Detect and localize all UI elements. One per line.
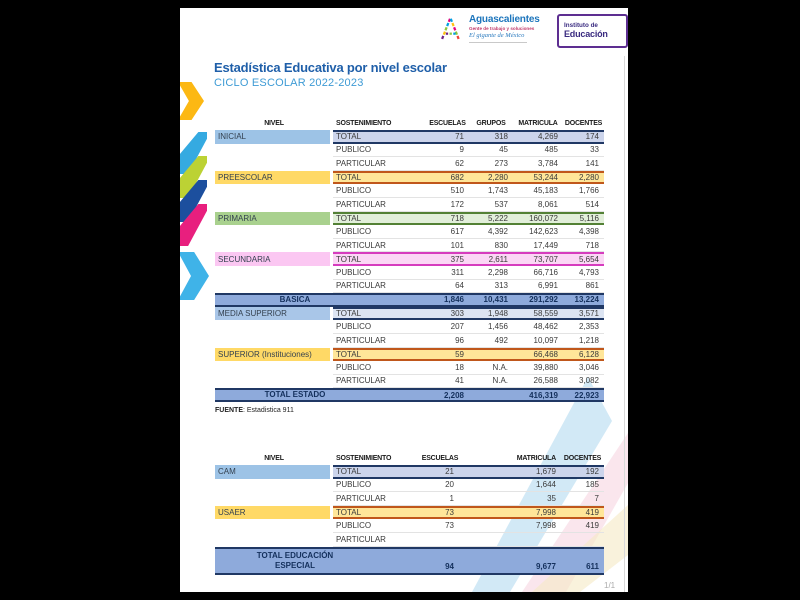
page-title: Estadística Educativa por nivel escolar [214, 60, 447, 75]
cell [215, 266, 330, 280]
cell: 53,244 [533, 173, 558, 183]
cell: 419 [585, 508, 599, 518]
data-band [333, 280, 604, 294]
cell: 96 [455, 335, 464, 345]
data-band [333, 144, 604, 158]
cell [215, 334, 330, 348]
table-header-row [215, 117, 604, 130]
cell: 5,116 [579, 213, 599, 223]
data-band [333, 157, 604, 171]
cell [215, 533, 330, 547]
cell [215, 280, 330, 294]
cell: PUBLICO [336, 226, 372, 236]
yellow-arrow-icon [180, 82, 204, 120]
cell: 21 [445, 467, 454, 477]
cell [215, 492, 330, 506]
cell: 62 [455, 158, 464, 168]
cell: NIVEL [264, 455, 284, 462]
cell: 172 [450, 199, 464, 209]
total-band [333, 130, 604, 144]
cell: 66,716 [533, 267, 558, 277]
cell: PUBLICO [336, 267, 372, 277]
level-label: SUPERIOR (Instituciones) [215, 348, 330, 362]
cell [215, 361, 330, 375]
data-band [333, 361, 604, 375]
cell: 8,061 [537, 199, 558, 209]
data-band [333, 184, 604, 198]
cell: 192 [585, 467, 599, 477]
cell: 3,784 [537, 158, 558, 168]
cell: 33 [590, 145, 599, 155]
table-row [215, 334, 604, 348]
cell: 5,222 [487, 213, 508, 223]
table-row [215, 375, 604, 389]
cell: ESCUELAS [421, 455, 459, 462]
page-number: 1/1 [604, 581, 616, 590]
table-row [215, 198, 604, 212]
cell: 13,224 [574, 295, 599, 305]
cell: 4,269 [537, 132, 558, 142]
cell: 273 [494, 158, 508, 168]
cell: PUBLICO [336, 362, 372, 372]
cell: 510 [450, 186, 464, 196]
brand-tagline: Gente de trabajo y soluciones [469, 25, 535, 31]
data-band [333, 492, 604, 506]
cell: 101 [450, 240, 464, 250]
data-band [333, 519, 604, 533]
cell: 142,623 [529, 226, 558, 236]
cell: PUBLICO [336, 521, 372, 531]
data-band [333, 479, 604, 493]
cell: 537 [494, 199, 508, 209]
summary-row [215, 547, 604, 575]
cell [421, 533, 459, 546]
level-label: INICIAL [215, 130, 330, 144]
cell: 4,398 [578, 226, 599, 236]
table-row [215, 348, 604, 362]
cell: 1,743 [487, 186, 508, 196]
cell: 4,392 [487, 226, 508, 236]
cell [375, 549, 421, 573]
total-band [333, 252, 604, 266]
cell: SOSTENIMIENTO [336, 455, 392, 462]
cell: 45 [499, 145, 508, 155]
cell [215, 519, 330, 533]
cell: 1,679 [535, 467, 556, 477]
table-row [215, 320, 604, 334]
brand-name: Aguascalientes [469, 14, 540, 25]
cell: PARTICULAR [336, 240, 386, 250]
table-row [215, 212, 604, 226]
level-label: PRIMARIA [215, 212, 330, 226]
statistics-table-special [215, 452, 604, 575]
cell: 1,644 [535, 480, 556, 490]
cell: N.A. [492, 376, 508, 386]
cell: 2,298 [487, 267, 508, 277]
cell: PARTICULAR [336, 281, 386, 291]
cell: 64 [455, 281, 464, 291]
level-label: SECUNDARIA [215, 252, 330, 266]
cell: 207 [450, 322, 464, 332]
source-label: FUENTE [215, 407, 243, 414]
title-block [214, 61, 447, 90]
cell: 7 [594, 493, 599, 503]
cell: TOTAL [336, 213, 362, 223]
statistics-table-basic [215, 117, 604, 402]
cell: 185 [585, 480, 599, 490]
cell: 682 [450, 173, 464, 183]
cell: 718 [585, 240, 599, 250]
cell: 485 [544, 145, 558, 155]
cell: 73 [445, 508, 454, 518]
cell [215, 157, 330, 171]
cell: 22,923 [574, 390, 599, 400]
table-row [215, 225, 604, 239]
cell: PUBLICO [336, 480, 372, 490]
cell: 10,431 [483, 295, 508, 305]
cell [561, 533, 604, 546]
cell: 58,559 [533, 309, 558, 319]
cell: MATRICULA [516, 455, 556, 462]
cell: TOTAL [336, 132, 362, 142]
cell: TOTAL EDUCACIÓN ESPECIAL [256, 550, 334, 570]
cell: DOCENTES [564, 120, 603, 127]
cell [215, 375, 330, 389]
cell: 35 [547, 493, 556, 503]
cell: TOTAL [336, 467, 362, 477]
cell: 73,707 [533, 254, 558, 264]
cell: 7,998 [535, 521, 556, 531]
cell: 9 [459, 145, 464, 155]
cell: 2,280 [578, 173, 599, 183]
cell: TOTAL [336, 309, 362, 319]
cell: 2,611 [488, 254, 508, 264]
cell: PUBLICO [336, 186, 372, 196]
cell: 718 [450, 213, 464, 223]
total-band [333, 465, 604, 479]
cell: 7,998 [535, 508, 556, 518]
cell: 1,456 [487, 322, 508, 332]
cell: 73 [445, 521, 454, 531]
data-band [333, 239, 604, 253]
cell [375, 390, 426, 400]
cell: PUBLICO [336, 145, 372, 155]
cell: TOTAL [336, 173, 362, 183]
cell: 1,846 [443, 295, 464, 305]
total-band [333, 171, 604, 185]
cell: NIVEL [264, 120, 284, 127]
cell [215, 198, 330, 212]
cell: 1,948 [487, 309, 508, 319]
table-row [215, 239, 604, 253]
table-row [215, 492, 604, 506]
cell: 26,588 [533, 376, 558, 386]
brand-rule [469, 42, 527, 43]
cell [215, 479, 330, 493]
cell: 291,292 [529, 295, 558, 305]
cell: 1 [449, 493, 454, 503]
cell [215, 320, 330, 334]
cell [215, 239, 330, 253]
cell: DOCENTES [563, 455, 602, 462]
table-row [215, 130, 604, 144]
brand-slogan: El gigante de México [469, 31, 525, 39]
cell: 830 [494, 240, 508, 250]
cell [469, 350, 513, 360]
cell: 375 [450, 254, 464, 264]
instituto-educacion-badge [557, 14, 628, 48]
total-band [333, 212, 604, 226]
cell: GRUPOS [476, 120, 506, 127]
cell: 141 [585, 158, 599, 168]
cell: N.A. [492, 362, 508, 372]
cell: 4,793 [578, 267, 599, 277]
cell: TOTAL [336, 508, 362, 518]
source-note [215, 407, 294, 414]
cell: 20 [445, 480, 454, 490]
cell: TOTAL [336, 349, 362, 359]
table-header-row [215, 452, 604, 465]
level-label: MEDIA SUPERIOR [215, 307, 330, 321]
cell: 1,218 [578, 335, 599, 345]
total-band [333, 506, 604, 520]
table-row [215, 280, 604, 294]
summary-row [215, 293, 604, 307]
cell: 313 [494, 281, 508, 291]
table-row [215, 361, 604, 375]
cell: 71 [455, 132, 464, 142]
level-label: PREESCOLAR [215, 171, 330, 185]
cell: MATRICULA [518, 120, 558, 127]
blue-arrow-icon [180, 252, 209, 300]
cell: 1,766 [578, 186, 599, 196]
cell: 6,991 [537, 281, 558, 291]
cell: 617 [450, 226, 464, 236]
table-row [215, 252, 604, 266]
cell: 18 [455, 362, 464, 372]
brand-text [469, 15, 540, 43]
cell: 39,880 [533, 362, 558, 372]
table-row [215, 144, 604, 158]
cell: 6,128 [578, 349, 599, 359]
cell: 3,046 [578, 362, 599, 372]
cell: TOTAL ESTADO [264, 390, 326, 400]
cell: 10,097 [533, 335, 558, 345]
cell: TOTAL [336, 254, 362, 264]
badge-line2: Educación [564, 28, 608, 39]
cell [469, 390, 513, 400]
cell [459, 533, 561, 546]
table-row [215, 157, 604, 171]
table-row [215, 266, 604, 280]
data-band [333, 266, 604, 280]
table-row [215, 171, 604, 185]
cell: PARTICULAR [336, 335, 386, 345]
cell: 492 [494, 335, 508, 345]
cell: 416,319 [529, 390, 558, 400]
badge-line1: Instituto de [564, 21, 598, 29]
cell: 318 [494, 132, 508, 142]
summary-row [215, 388, 604, 402]
total-band [333, 307, 604, 321]
cell: 45,183 [533, 186, 558, 196]
cell: 41 [455, 376, 464, 386]
cell: 2,208 [443, 390, 464, 400]
page-subtitle: CICLO ESCOLAR 2022-2023 [214, 76, 364, 89]
cell: 2,353 [578, 322, 599, 332]
cell: PARTICULAR [336, 376, 386, 386]
cell: PARTICULAR [336, 493, 386, 503]
aguascalientes-logo-icon [436, 14, 464, 44]
cell: 160,072 [529, 213, 558, 223]
table-row [215, 533, 604, 547]
cell: 3,571 [578, 309, 599, 319]
table-row [215, 519, 604, 533]
cell: 311 [451, 267, 464, 277]
cell: 9,677 [535, 561, 556, 571]
cell: 611 [586, 561, 599, 571]
data-band [333, 198, 604, 212]
level-label: USAER [215, 506, 330, 520]
data-band [333, 375, 604, 389]
cell: 514 [585, 199, 599, 209]
cell: PARTICULAR [336, 534, 386, 544]
cell: 48,462 [533, 322, 558, 332]
cell: ESCUELAS [429, 120, 466, 127]
cell: 3,082 [578, 376, 599, 386]
table-row [215, 307, 604, 321]
table-row [215, 479, 604, 493]
table-row [215, 184, 604, 198]
cell: 59 [455, 349, 464, 359]
source-text: : Estadistica 911 [243, 407, 294, 414]
cell [215, 184, 330, 198]
cell: 2,280 [487, 173, 508, 183]
cell: 5,654 [578, 254, 599, 264]
cell: 303 [450, 309, 464, 319]
table-row [215, 506, 604, 520]
cell [375, 295, 426, 305]
cell: 66,468 [533, 349, 558, 359]
cell: PARTICULAR [336, 158, 386, 168]
cell: PARTICULAR [336, 199, 386, 209]
cell: 419 [585, 521, 599, 531]
document-page [180, 8, 628, 592]
cell: SOSTENIMIENTO [336, 120, 392, 127]
cell: 94 [445, 561, 454, 571]
cell: PUBLICO [336, 322, 372, 332]
cell [215, 144, 330, 158]
data-band [333, 225, 604, 239]
page-edge-divider [624, 56, 625, 592]
cell: 174 [585, 132, 599, 142]
data-band [333, 533, 604, 547]
data-band [333, 320, 604, 334]
table-row [215, 465, 604, 479]
data-band [333, 334, 604, 348]
cell: 17,449 [533, 240, 558, 250]
cell: BASICA [279, 295, 311, 305]
cell [215, 225, 330, 239]
level-label: CAM [215, 465, 330, 479]
cell: 861 [585, 281, 599, 291]
total-band [333, 348, 604, 362]
